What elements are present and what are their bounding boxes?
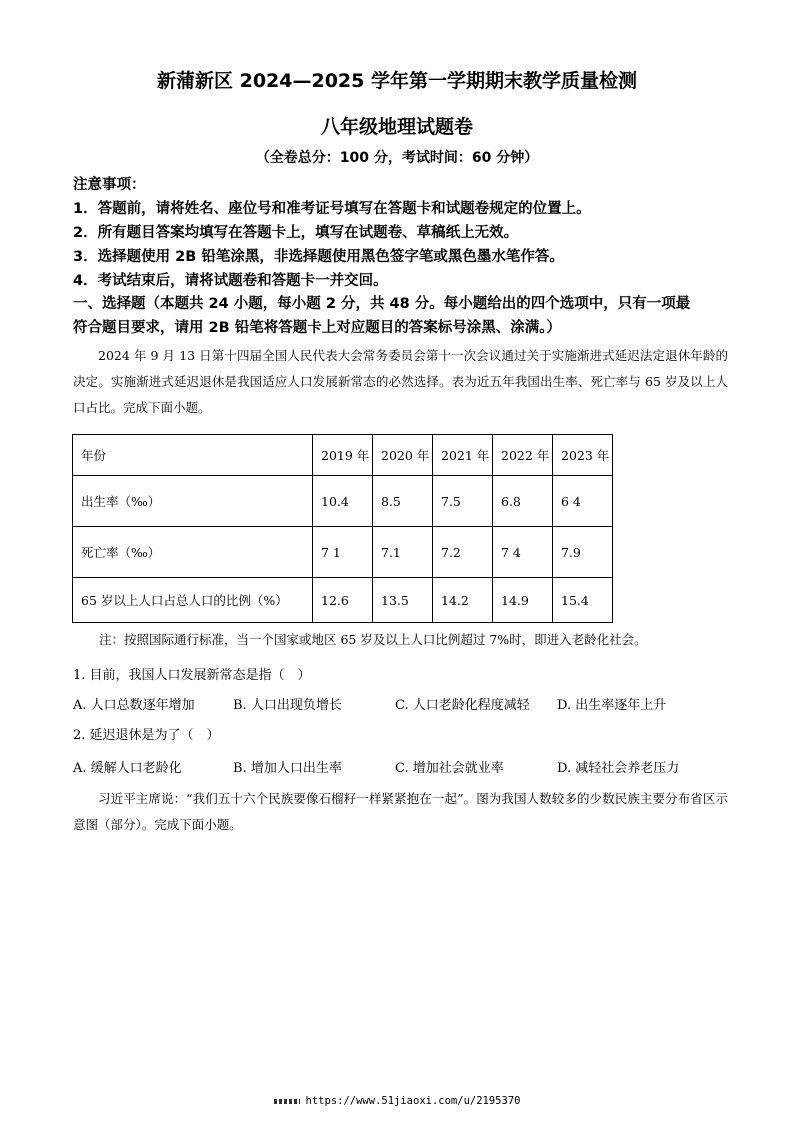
table-cell: 8.5 [373, 476, 433, 527]
section-heading [73, 292, 733, 340]
table-cell: 7 4 [493, 527, 553, 578]
table-cell: 13.5 [373, 578, 433, 623]
table-header-cell: 2020 年 [373, 435, 433, 476]
table-header-cell: 2021 年 [433, 435, 493, 476]
table-cell: 15.4 [553, 578, 613, 623]
option-a[interactable]: A. 人口总数逐年增加 [73, 698, 195, 713]
table-row [73, 578, 613, 623]
question-1-options [73, 694, 733, 714]
table-header-row [73, 435, 613, 476]
population-table [72, 434, 613, 623]
table-cell: 6.8 [493, 476, 553, 527]
option-a[interactable]: A. 缓解人口老龄化 [73, 761, 182, 776]
option-c[interactable]: C. 人口老龄化程度减轻 [395, 698, 530, 713]
notice-item: 2．所有题目答案均填写在答题卡上，填写在试题卷、草稿纸上无效。 [73, 225, 519, 241]
table-cell: 14.9 [493, 578, 553, 623]
exam-subtitle: 八年级地理试题卷 [320, 116, 473, 138]
table-header-cell: 2019 年 [313, 435, 373, 476]
table-cell: 7 1 [313, 527, 373, 578]
site-logo-icon [274, 1099, 300, 1104]
option-d[interactable]: D. 出生率逐年上升 [557, 698, 667, 713]
table-row [73, 476, 613, 527]
option-c[interactable]: C. 增加社会就业率 [395, 761, 504, 776]
table-cell: 10.4 [313, 476, 373, 527]
table-cell: 7.5 [433, 476, 493, 527]
table-row-label: 死亡率（‰） [73, 527, 313, 578]
footer-url[interactable]: https://www.51jiaoxi.com/u/2195370 [305, 1095, 521, 1107]
exam-title: 新蒲新区 2024—2025 学年第一学期期末教学质量检测 [157, 70, 637, 92]
notice-item: 3．选择题使用 2B 铅笔涂黑，非选择题使用黑色签字笔或黑色墨水笔作答。 [73, 249, 564, 265]
table-note: 注：按照国际通行标准，当一个国家或地区 65 岁及以上人口比例超过 7%时，即进入老龄化社会。 [99, 632, 647, 647]
table-cell: 14.2 [433, 578, 493, 623]
question-2-options [73, 757, 733, 777]
question-2-stem: 2. 延迟退休是为了（ ） [73, 728, 220, 743]
notice-item: 4．考试结束后，请将试题卷和答题卡一并交回。 [73, 273, 388, 289]
table-header-cell: 2022 年 [493, 435, 553, 476]
table-cell: 7.1 [373, 527, 433, 578]
option-b[interactable]: B. 增加人口出生率 [233, 761, 342, 776]
table-header-cell: 年份 [73, 435, 313, 476]
footer [0, 1095, 794, 1107]
passage-ethnic-groups: 习近平主席说：“我们五十六个民族要像石榴籽一样紧紧抱在一起”。图为我国人数较多的少数民族主要分布省区示意图（部分）。完成下面小题。 [73, 791, 728, 832]
table-cell: 12.6 [313, 578, 373, 623]
passage-retirement: 2024 年 9 月 13 日第十四届全国人民代表大会常务委员会第十一次会议通过关于实施渐进式延迟法定退休年龄的决定。实施渐进式延迟退休是我国适应人口发展新常态的必然选择。表为近五年我国出生率、死亡率与 65 岁及以上人口占比。完成下面小题。 [73, 348, 728, 415]
table-cell: 6 4 [553, 476, 613, 527]
section-heading-line: 一、选择题（本题共 24 小题，每小题 2 分，共 48 分。每小题给出的四个选项中，只有一项最 [73, 296, 691, 312]
table-row-label: 65 岁以上人口占总人口的比例（%） [73, 578, 313, 623]
table-row-label: 出生率（‰） [73, 476, 313, 527]
table-row [73, 527, 613, 578]
section-heading-line: 符合题目要求，请用 2B 铅笔将答题卡上对应题目的答案标号涂黑、涂满。） [73, 320, 561, 336]
exam-info: （全卷总分：100 分，考试时间：60 分钟） [255, 150, 539, 166]
question-1-stem: 1. 目前，我国人口发展新常态是指（ ） [73, 668, 311, 683]
notices-heading: 注意事项： [73, 177, 146, 193]
table-cell: 7.9 [553, 527, 613, 578]
table-cell: 7.2 [433, 527, 493, 578]
option-b[interactable]: B. 人口出现负增长 [233, 698, 342, 713]
option-d[interactable]: D. 减轻社会养老压力 [557, 761, 680, 776]
notice-item: 1．答题前，请将姓名、座位号和准考证号填写在答题卡和试题卷规定的位置上。 [73, 201, 591, 217]
notices-block [73, 173, 733, 293]
table-header-cell: 2023 年 [553, 435, 613, 476]
